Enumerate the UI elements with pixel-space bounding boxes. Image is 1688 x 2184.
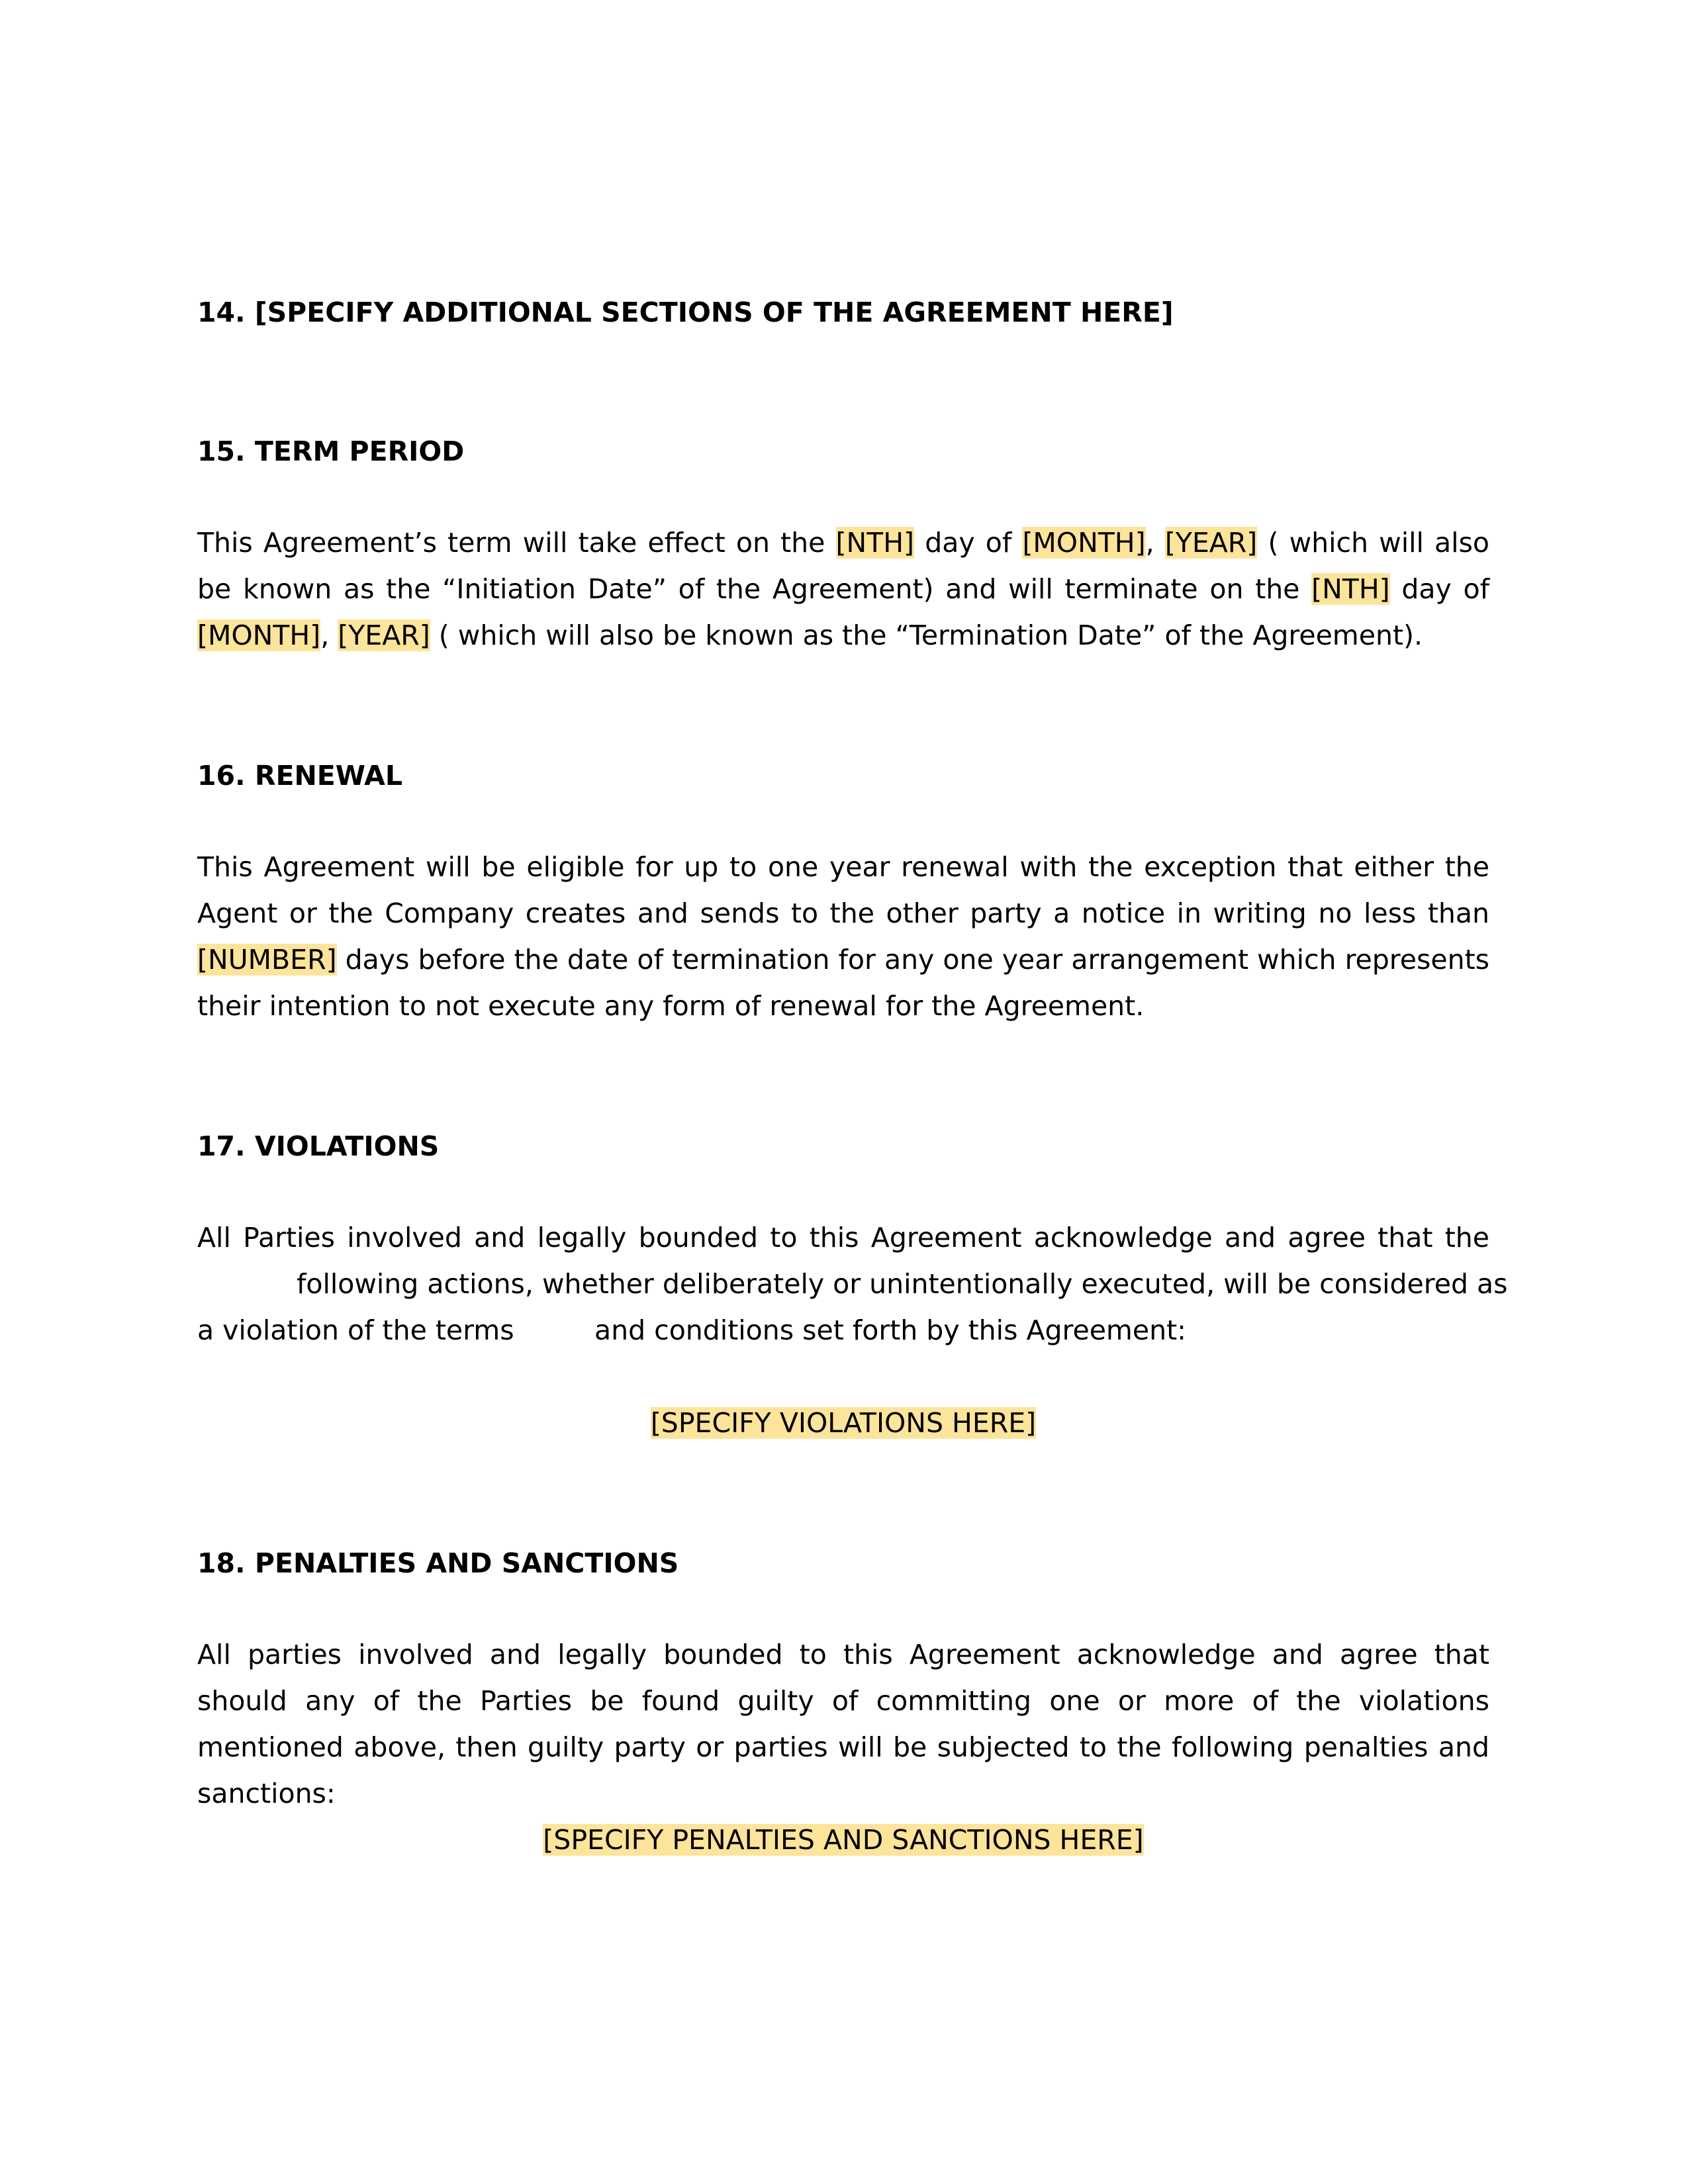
section-15-heading: 15. TERM PERIOD [197, 435, 465, 467]
section-17-line-1: All Parties involved and legally bounded to this Agreement acknowledge and agree that the [197, 1222, 1489, 1253]
placeholder-nth: [NTH] [1311, 573, 1390, 605]
paragraph-text: ( which will also be known as the “Termination Date” of the Agreement). [430, 619, 1423, 651]
placeholder-month: [MONTH] [197, 619, 321, 651]
section-17-line-3a: a violation of the terms [197, 1314, 514, 1346]
paragraph-text: day of [1389, 573, 1490, 605]
section-16-paragraph [197, 844, 1489, 1029]
placeholder-year: [YEAR] [338, 619, 430, 651]
paragraph-text: This Agreement’s term will take effect on the [197, 527, 836, 559]
penalties-placeholder-row [197, 1817, 1489, 1863]
placeholder-nth: [NTH] [835, 527, 915, 559]
paragraph-text: ( which will also be known as the “Initiation Date” of the Agreement) and will terminate on the [197, 527, 1489, 605]
penalties-placeholder: [SPECIFY PENALTIES AND SANCTIONS HERE] [543, 1824, 1144, 1856]
section-17-line-3b: and conditions set forth by this Agreement: [594, 1314, 1186, 1346]
paragraph-text: This Agreement will be eligible for up to one year renewal with the exception that either the Agent or the Company creates and sends to the other party a notice in writing no less than [197, 851, 1489, 929]
section-18-paragraph: All parties involved and legally bounded to this Agreement acknowledge and agree that should any of the Parties be found guilty of committing one or more of the violations mentioned above, then guilty party or parties will be subjected to the following penalties and sanctions: [197, 1639, 1489, 1809]
section-17-line-2: following actions, whether deliberately or unintentionally executed, will be considered as [297, 1268, 1508, 1300]
paragraph-text: , [320, 619, 338, 651]
violations-placeholder: [SPECIFY VIOLATIONS HERE] [650, 1407, 1037, 1439]
placeholder-month: [MONTH] [1022, 527, 1146, 559]
violations-placeholder-row [197, 1400, 1489, 1446]
section-16-heading: 16. RENEWAL [197, 760, 403, 792]
section-17-heading: 17. VIOLATIONS [197, 1130, 440, 1162]
paragraph-text: day of [914, 527, 1023, 559]
section-14-heading: 14. [SPECIFY ADDITIONAL SECTIONS OF THE AGREEMENT HERE] [197, 296, 1174, 328]
placeholder-year: [YEAR] [1164, 527, 1258, 559]
section-15-paragraph [197, 520, 1489, 659]
placeholder-number: [NUMBER] [197, 944, 337, 976]
paragraph-text: days before the date of termination for any one year arrangement which represents their intention to not execute any form of renewal for the Agreement. [197, 944, 1489, 1022]
paragraph-text: , [1145, 527, 1165, 559]
section-18-heading: 18. PENALTIES AND SANCTIONS [197, 1547, 679, 1579]
